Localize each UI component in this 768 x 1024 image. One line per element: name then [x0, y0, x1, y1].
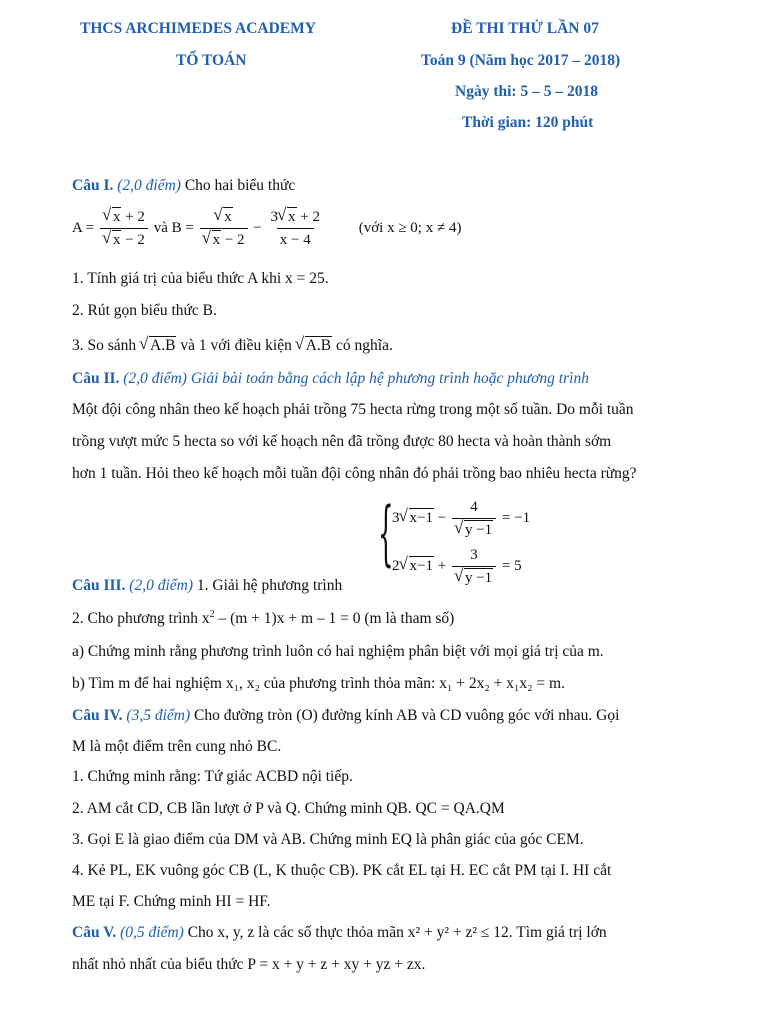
q3-item-2: 2. Cho phương trình $x^2 - (m + 1)x + m - 1 = 0$ (m là tham số): [72, 608, 455, 627]
q4-line-2: M là một điểm trên cung nhỏ BC.: [72, 738, 282, 755]
expr-a-fraction: √ x + 2 √ x − 2: [100, 206, 148, 251]
system-eq-1: 3√ x−1 − 4 √ y −1 = −1: [392, 496, 530, 541]
system-eq-2: 2√ x−1 + 3 √ y −1 = 5: [392, 544, 522, 589]
exam-duration: Thời gian: 120 phút: [462, 114, 594, 131]
expr-b-fraction-1: √ x √ x − 2: [200, 206, 248, 251]
q2-label: Câu II.: [72, 370, 120, 387]
q5-points: (0,5 điểm): [120, 924, 184, 941]
q3-item-a: a) Chứng minh rằng phương trình luôn có hai nghiệm phân biệt với mọi giá trị của m.: [72, 643, 604, 660]
sqrt-ab-2: √ A.B: [296, 336, 332, 355]
b2-den: x − 4: [277, 228, 314, 251]
q2-heading: [72, 370, 716, 388]
item3-text-b: và 1 với điều kiện: [180, 337, 292, 354]
q4-item-3: 3. Gọi E là giao điểm của DM và AB. Chứng minh EQ là phân giác của góc CEM.: [72, 831, 584, 848]
minus-sign: −: [253, 219, 262, 236]
q5-label: Câu V.: [72, 924, 117, 941]
q1-condition: (với x ≥ 0; x ≠ 4): [358, 219, 462, 236]
q2-line-2: trồng vượt mức 5 hecta so với kế hoạch nên đã trồng được 80 hecta và hoàn thành sớm: [72, 433, 612, 450]
q4-line-1: Cho đường tròn (O) đường kính AB và CD vuông góc với nhau. Gọi: [194, 707, 620, 724]
school-name: THCS ARCHIMEDES ACADEMY: [80, 20, 316, 37]
q2-points-task: (2,0 điểm) Giải bài toán bằng cách lập hệ phương trình hoặc phương trình: [123, 370, 589, 387]
q4-item-2: 2. AM cắt CD, CB lần lượt ở P và Q. Chứng minh QB. QC = QA.QM: [72, 800, 505, 817]
q3-intro: 1. Giải hệ phương trình: [196, 577, 343, 594]
q4-label: Câu IV.: [72, 707, 123, 724]
q4-points: (3,5 điểm): [126, 707, 191, 724]
q1-points: (2,0 điểm): [117, 177, 181, 194]
q3-label: Câu III.: [72, 577, 126, 594]
item3-text-c: có nghĩa.: [336, 337, 393, 354]
exam-date: Ngày thi: 5 – 5 – 2018: [455, 83, 598, 100]
b2-num-rest: + 2: [300, 209, 320, 225]
sqrt-ab-1: √ A.B: [140, 336, 176, 355]
b1-num: x: [224, 209, 232, 225]
department: TỔ TOÁN: [176, 52, 247, 69]
q2-line-1: Một đội công nhân theo kế hoạch phải trồng 75 hecta rừng trong một số tuần. Do mỗi tuần: [72, 401, 634, 418]
system-brace: {: [378, 492, 394, 574]
q3-item-b: b) Tìm m để hai nghiệm x₁, x₂ của phương trình thỏa mãn: x₁ + 2x₂ + x₁x₂ = m.: [72, 675, 565, 692]
q1-heading: [72, 177, 716, 195]
q1-label: Câu I.: [72, 177, 114, 194]
q4-item-4-line-1: 4. Kẻ PL, EK vuông góc CB (L, K thuộc CB). PK cắt EL tại H. EC cắt PM tại I. HI cắt: [72, 862, 612, 879]
q1-item-3: [72, 336, 716, 355]
q1-item-1: 1. Tính giá trị của biểu thức A khi x = 25.: [72, 270, 329, 287]
q1-item-2: 2. Rút gọn biểu thức B.: [72, 302, 217, 319]
expr-b-label: và B =: [153, 219, 194, 236]
q5-line-1: Cho x, y, z là các số thực thỏa mãn x² + y² + z² ≤ 12. Tìm giá trị lớn: [187, 924, 607, 941]
exam-title: ĐỀ THI THỬ LẦN 07: [451, 20, 599, 37]
q2-line-3: hơn 1 tuần. Hỏi theo kế hoạch mỗi tuần đội công nhân đó phải trồng bao nhiêu hecta rừng?: [72, 465, 637, 482]
subject-year: Toán 9 (Năm học 2017 – 2018): [421, 52, 621, 69]
q4-heading: [72, 707, 716, 725]
q4-item-4-line-2: ME tại F. Chứng minh HI = HF.: [72, 893, 271, 910]
q1-intro: Cho hai biểu thức: [184, 177, 296, 194]
q4-item-1: 1. Chứng minh rằng: Tứ giác ACBD nội tiếp.: [72, 768, 353, 785]
item3-text-a: 3. So sánh: [72, 337, 137, 354]
q5-heading: [72, 924, 716, 942]
q1-expressions: [72, 206, 716, 251]
b2-coef: 3: [270, 209, 278, 225]
q3-heading: [72, 577, 716, 595]
expr-b-fraction-2: $\frac{3√ x + 2}{x - 4}$: [268, 206, 323, 251]
q3-points: (2,0 điểm): [129, 577, 193, 594]
q5-line-2: nhất nhỏ nhất của biểu thức P = x + y + z + xy + yz + zx.: [72, 956, 426, 973]
expr-a-label: A =: [72, 219, 95, 236]
